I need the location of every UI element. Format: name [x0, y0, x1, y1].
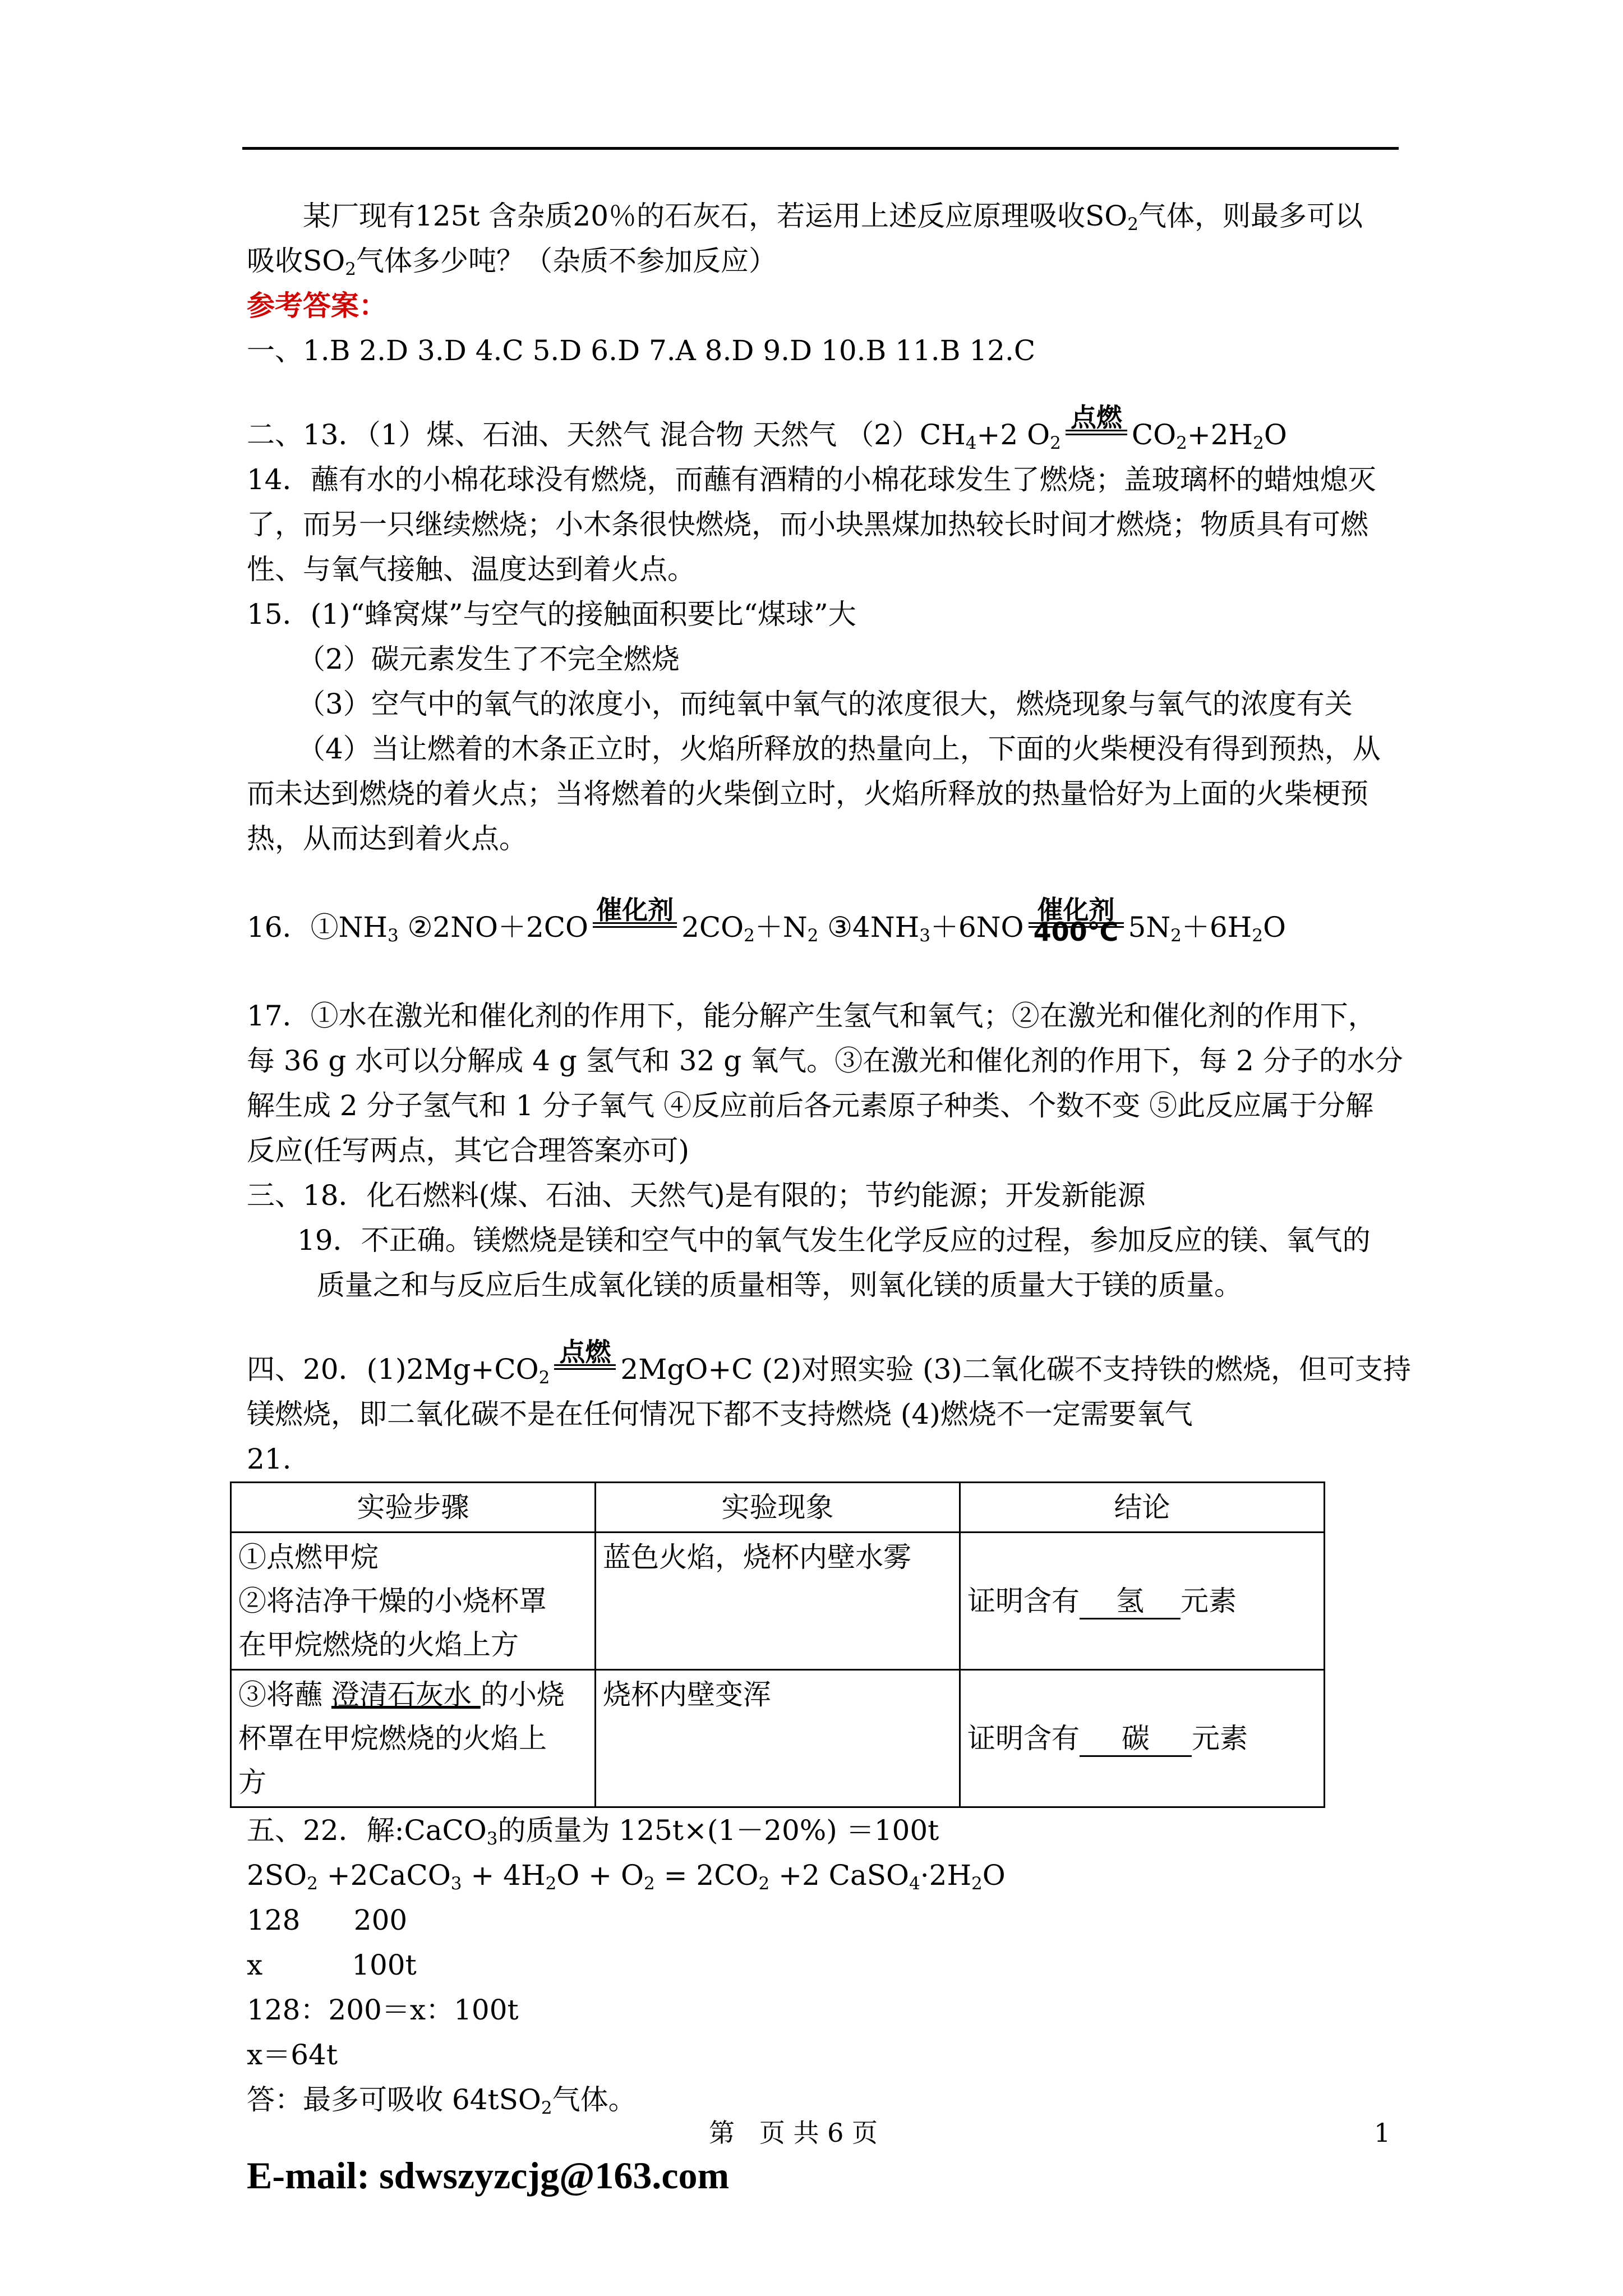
- answer-15-line-4: （4）当让燃着的木条正立时，火焰所释放的热量向上，下面的火柴梗没有得到预热，从: [297, 733, 1381, 765]
- answer-16: 16．$①NH_3$ ②2NO＋2CO 催化剂 $2CO_2+N_2$ $③4NH_3+6NO$ 催化剂 400℃ $5N_2+6H_2O$: [247, 905, 1408, 950]
- table-header: 实验现象: [596, 1483, 960, 1533]
- question-line-1: 某厂现有125t 含杂质20％的石灰石，若运用上述反应原理吸收$SO_2$气体，则最多可以: [303, 200, 1363, 234]
- table-cell-phenomenon: 烧杯内壁变浑: [596, 1670, 960, 1807]
- answer-22-equation: $2SO_2$ +2CaCO$_3$ + $4H_2O + O_2 = 2CO_2 +2$ $CaSO_4\cdot 2H_2O$: [247, 1859, 1006, 1894]
- answer-14-line-2: 了，而另一只继续燃烧；小木条很快燃烧，而小块黑煤加热较长时间才燃烧；物质具有可燃: [247, 508, 1368, 541]
- answer-13: 二、13．（1）煤、石油、天然气 混合物 天然气 $(2)CH_4+2$ $O_2$ 点燃 $CO_2+2H_2O$: [247, 412, 1408, 457]
- answer-22-line-4: x 100t: [247, 1949, 417, 1981]
- reaction-condition: 点燃: [1066, 412, 1127, 457]
- table-header: 实验步骤: [231, 1483, 596, 1533]
- answer-18: 三、18．化石燃料(煤、石油、天然气)是有限的；节约能源；开发新能源: [247, 1179, 1146, 1212]
- answer-15-line-5: 而未达到燃烧的着火点；当将燃着的火柴倒立时，火焰所释放的热量恰好为上面的火柴梗预: [247, 777, 1368, 810]
- table-row: [231, 1670, 1325, 1807]
- answer-15-line-1: 15．(1)“蜂窝煤”与空气的接触面积要比“煤球”大: [247, 598, 856, 631]
- answer-21-label: 21.: [247, 1443, 292, 1475]
- answers-section-1: 一、1.B 2.D 3.D 4.C 5.D 6.D 7.A 8.D 9.D 10.B 11.B 12.C: [247, 334, 1036, 367]
- table-header: 结论: [960, 1483, 1325, 1533]
- answer-17-line-4: 反应(任写两点，其它合理答案亦可): [247, 1134, 690, 1167]
- answer-22-line-3: 128 200: [247, 1904, 408, 1936]
- answer-19-line-2: 质量之和与反应后生成氧化镁的质量相等，则氧化镁的质量大于镁的质量。: [317, 1269, 1242, 1301]
- answer-20-line-1: 四、20．$(1)2Mg+CO_2$ 点燃 2MgO+C (2)对照实验 (3)二氧化碳不支持铁的燃烧，但可支持: [247, 1347, 1408, 1392]
- answer-14-line-3: 性、与氧气接触、温度达到着火点。: [247, 553, 695, 586]
- answer-22-line-6: x＝64t: [247, 2039, 338, 2071]
- document-body: [238, 194, 1411, 2201]
- answer-title: 参考答案：: [247, 289, 387, 322]
- reaction-condition: 催化剂: [593, 905, 677, 950]
- answer-15-line-2: （2）碳元素发生了不完全燃烧: [297, 643, 680, 675]
- answer-22-line-1: 五、22．解:CaCO$_3$的质量为 125t×(1－20%) ＝100t: [247, 1814, 939, 1849]
- table-row: [231, 1533, 1325, 1670]
- page-count: 第 页 共 6 页: [709, 2118, 878, 2148]
- table-cell-conclusion: 证明含有 氢 元素: [960, 1533, 1325, 1670]
- reaction-condition: 点燃: [554, 1347, 616, 1392]
- page-number: 1: [1374, 2118, 1391, 2148]
- header-rule: [242, 147, 1399, 150]
- answer-15-line-3: （3）空气中的氧气的浓度小，而纯氧中氧气的浓度很大，燃烧现象与氧气的浓度有关: [297, 688, 1353, 720]
- table-cell-conclusion: 证明含有 碳 元素: [960, 1670, 1325, 1807]
- answer-20-line-2: 镁燃烧，即二氧化碳不是在任何情况下都不支持燃烧 (4)燃烧不一定需要氧气: [247, 1398, 1193, 1430]
- table-header-row: [231, 1483, 1325, 1533]
- answer-22-line-5: 128：200＝x：100t: [247, 1994, 519, 2026]
- table-cell-phenomenon: 蓝色火焰，烧杯内壁水雾: [596, 1533, 960, 1670]
- answer-17-line-1: 17．①水在激光和催化剂的作用下，能分解产生氢气和氧气；②在激光和催化剂的作用下，: [247, 1000, 1376, 1032]
- table-cell-step: ③将蘸 澄清石灰水 的小烧 杯罩在甲烷燃烧的火焰上 方: [231, 1670, 596, 1807]
- question-line-2: 吸收$SO_2$气体多少吨？（杂质不参加反应）: [247, 245, 777, 279]
- answer-blank: 碳: [1080, 1722, 1192, 1757]
- answer-blank: 氢: [1080, 1584, 1181, 1619]
- answer-22-line-7: 答：最多可吸收 64tSO$_2$气体。: [247, 2083, 637, 2118]
- experiment-table: [230, 1481, 1325, 1808]
- answer-17-line-2: 每 36 g 水可以分解成 4 g 氢气和 32 g 氧气。③在激光和催化剂的作用下，每 2 分子的水分: [247, 1045, 1403, 1077]
- contact-email: E-mail: sdwszyzcjg@163.com: [247, 2154, 730, 2197]
- table-cell-step: ①点燃甲烷 ②将洁净干燥的小烧杯罩 在甲烷燃烧的火焰上方: [231, 1533, 596, 1670]
- answer-17-line-3: 解生成 2 分子氢气和 1 分子氧气 ④反应前后各元素原子种类、个数不变 ⑤此反应属于分解: [247, 1089, 1373, 1122]
- answer-14-line-1: 14．蘸有水的小棉花球没有燃烧，而蘸有酒精的小棉花球发生了燃烧；盖玻璃杯的蜡烛熄灭: [247, 463, 1376, 496]
- answer-19-line-1: 19．不正确。镁燃烧是镁和空气中的氧气发生化学反应的过程，参加反应的镁、氧气的: [297, 1224, 1371, 1257]
- answer-15-line-6: 热，从而达到着火点。: [247, 822, 527, 855]
- reaction-condition: 催化剂 400℃: [1029, 905, 1124, 950]
